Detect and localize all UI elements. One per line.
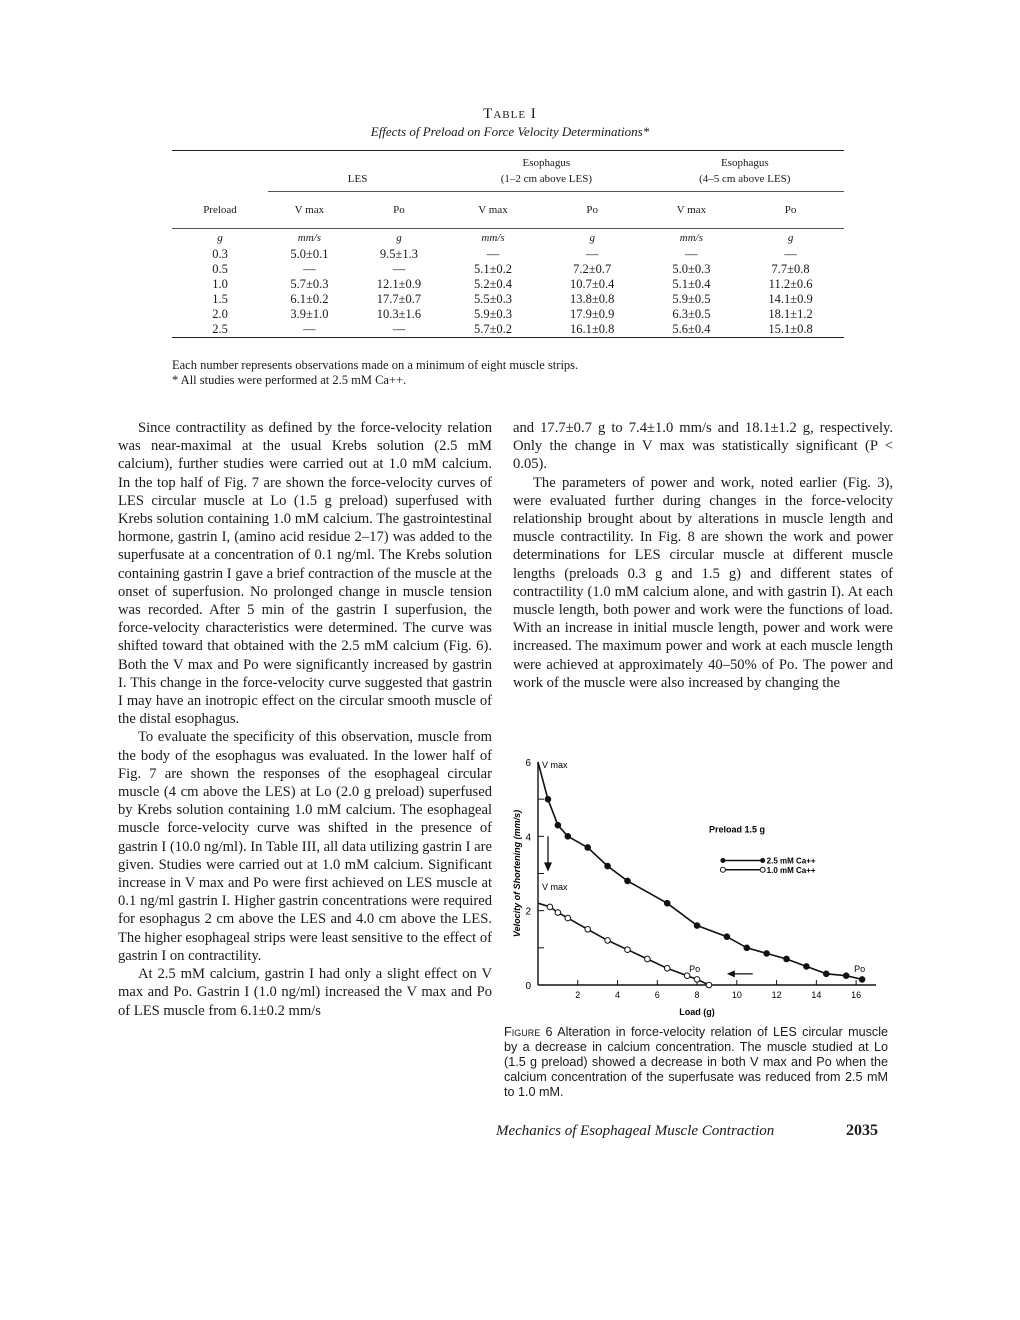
table-cell: 7.7±0.8 [771,262,810,276]
vmax-label-1: V max [542,760,568,770]
table-cell: 5.0±0.3 [672,262,711,276]
table-cell: — [351,322,447,338]
table-cell: 10.3±1.6 [376,307,422,321]
table-cell: 2.0 [212,307,228,321]
data-point [625,947,631,953]
table-cell: 5.1±0.4 [672,277,711,291]
group-header-esophagus-2: Esophagus [646,151,844,172]
y-tick-label: 2 [525,906,531,918]
y-axis-label: Velocity of Shortening (mm/s) [512,809,522,938]
paragraph: Since contractility as defined by the force-velocity relation was near-maximal at the usual Krebs solution (2.5 mM calcium), further studies were carried out at 1.0 mM calcium. In the top half of Fig. 7 are shown the force-velocity curves of LES circular muscle at Lo (1.5 g preload) superfused with Krebs solution containing 1.0 mM calcium. The gastrointestinal hormone, gastrin I, (amino acid residue 2–17) was added to the superfusate at a concentration of 0.1 ng/ml. The Krebs solution containing gastrin I gave a brief contraction of the muscle at the onset of superfusion. No prolonged change in muscle tension was recorded. After 5 min of the gastrin I superfusion, the force-velocity characteristics were determined. The curve was shifted toward that obtained with the 2.5 mM calcium (Fig. 6). Both the V max and Po were significantly increased by gastrin I. This change in the force-velocity curve suggested that gastrin I may have an inotropic effect on the circular smooth muscle of the distal esophagus. [118,420,492,728]
table-cell: 15.1±0.8 [737,322,844,338]
vmax-label-2: V max [542,882,568,893]
column-header: Preload [172,192,268,229]
data-point [555,822,561,828]
data-point [724,934,730,940]
group-header-esophagus-1: Esophagus [447,151,645,172]
group-subheader-1: (1–2 cm above LES) [447,171,645,192]
table-cell: — [784,247,797,261]
x-tick-label: 2 [575,990,581,1000]
data-point [744,945,750,951]
table-cell: 17.9±0.9 [570,307,615,321]
table-cell: 6.1±0.2 [290,292,329,306]
data-point [859,977,865,983]
right-column [513,419,893,692]
legend-marker-1 [720,858,725,863]
y-tick-label: 6 [525,758,531,769]
x-axis-label: Load (g) [679,1007,715,1017]
data-point [694,923,700,929]
left-column [118,419,492,1020]
column-header: Po [351,192,447,229]
page-number: 2035 [846,1122,878,1139]
table-cell: 14.1±0.9 [768,292,813,306]
table-cell: 10.7±0.4 [570,277,615,291]
data-point [764,951,770,957]
data-point [784,956,790,962]
data-point [585,845,591,851]
data-point [843,973,849,979]
data-point [706,982,712,988]
group-header-les: LES [268,171,447,192]
data-point [694,977,700,983]
table-cell: 5.6±0.4 [646,322,738,338]
column-header: V max [268,192,351,229]
table-row [172,247,844,262]
data-point [585,926,591,932]
table-cell: 5.5±0.3 [473,292,513,306]
y-tick-label: 4 [525,832,531,844]
column-header: V max [447,192,539,229]
paragraph: The parameters of power and work, noted earlier (Fig. 3), were evaluated further during changes in the force-velocity relationship brought about by alterations in muscle length and muscle contractility. In Fig. 8 are shown the work and power determinations for LES circular muscle at different muscle lengths (preloads 0.3 g and 1.5 g) and different states of contractility (1.0 mM calcium alone, and with gastrin I). At each muscle length, both power and work were the functions of load. With an increase in initial muscle length, power and work were increased. The maximum power and work at each muscle length were achieved at approximately 40–50% of Po. The power and work of the muscle were also increased by changing the [513,474,893,691]
data-point [545,796,551,802]
table-cell: 17.7±0.7 [376,292,422,306]
table-cell: — [392,262,406,276]
y-tick-label: 0 [525,981,531,992]
table-cell: — [486,247,500,261]
table-cell: 5.7±0.2 [447,322,539,338]
data-point [555,910,561,916]
x-tick-label: 8 [694,990,700,1000]
legend-marker-2 [720,867,725,872]
paragraph: and 17.7±0.7 g to 7.4±1.0 mm/s and 18.1±1.2 g, respectively. Only the change in V max was statistically significant (P < 0.05). [513,420,893,473]
po-label-2: Po [854,963,866,974]
table-cell: 7.2±0.7 [573,262,612,276]
table-row [172,322,844,338]
table-cell: — [268,322,351,338]
table-cell: 0.3 [212,247,228,261]
table-cell: 16.1±0.8 [539,322,646,338]
figure-caption [504,1025,888,1100]
x-tick-label: 12 [771,990,782,1000]
table-caption: Effects of Preload on Force Velocity Determinations* [370,124,650,139]
table-cell: 1.0 [212,277,228,291]
group-subheader-2: (4–5 cm above LES) [646,171,844,192]
paragraph: At 2.5 mM calcium, gastrin I had only a slight effect on V max and Po. Gastrin I (1.0 ng/ml) increased the V max and Po of LES muscle from 6.1±0.2 mm/s [118,966,492,1019]
column-header: Po [539,192,646,229]
x-tick-label: 16 [851,990,862,1000]
table-cell: 11.2±0.6 [768,277,813,291]
table-cell: 18.1±1.2 [768,307,813,321]
column-header: V max [646,192,738,229]
table-cell: 5.1±0.2 [473,262,513,276]
table-cell: — [585,247,599,261]
table-row [172,262,844,277]
preload-label: Preload 1.5 g [708,824,766,835]
x-tick-label: 14 [811,990,822,1000]
table-cell: 5.9±0.3 [473,307,513,321]
legend-marker-2 [760,867,765,872]
unit-label: mm/s [297,232,322,244]
legend-label-2: 1.0 mM Ca++ [766,865,816,875]
data-point [625,878,631,884]
table-cell: 12.1±0.9 [376,277,422,291]
data-point [804,964,810,970]
down-arrow-head-icon [544,862,552,871]
data-point [565,834,571,840]
legend-marker-1 [760,858,765,863]
table-cell: 13.8±0.8 [570,292,615,306]
table-row [172,277,844,292]
unit-label: g [589,232,595,244]
data-point [565,915,571,921]
table-cell: 5.2±0.4 [473,277,513,291]
x-tick-label: 6 [654,990,660,1000]
unit-label: g [217,232,223,244]
table-cell: — [685,247,698,261]
x-tick-label: 4 [615,990,621,1000]
data-point [605,863,611,869]
left-arrow-head-icon [727,970,735,977]
table-cell: 5.7±0.3 [290,277,329,291]
data-point [664,965,670,971]
data-point [547,904,553,910]
table-note: Each number represents observations made on a minimum of eight muscle strips. [172,358,579,372]
data-point [605,938,611,944]
running-title: Mechanics of Esophageal Muscle Contraction [496,1123,775,1139]
table-cell: 2.5 [172,322,268,338]
table-row [172,307,844,322]
table-cell: 1.5 [212,292,228,306]
data-table [172,150,844,338]
table-cell: 3.9±1.0 [290,307,329,321]
unit-label: mm/s [679,232,703,244]
table-cell: — [303,262,316,276]
figure-label: Figure 6 [504,1025,553,1039]
table-cell: 5.9±0.5 [672,292,711,306]
data-point [664,900,670,906]
figure-caption-text: Alteration in force-velocity relation of LES circular muscle by a decrease in calcium concentration. The muscle studied at Lo (1.5 g preload) showed a decrease in both V max and Po when the calcium concentration of the superfusate was reduced from 2.5 mM to 1.0 mM. [504,1025,888,1099]
paragraph: To evaluate the specificity of this observation, muscle from the body of the esophagus was evaluated. In the lower half of Fig. 7 are shown the responses of the esophageal circular muscle (4 cm above the LES) at Lo (2.0 g preload) superfused by Krebs solution containing 1.0 mM calcium. The esophageal muscle force-velocity curve was shifted in the presence of gastrin I (10.0 ng/ml). In Table III, all data utilizing gastrin I are given. Studies were carried out at 1.0 mM calcium. Significant increase in V max and Po were first achieved on LES muscle at 0.1 ng/ml gastrin I. Higher gastrin concentrations were required for esophagus 2 cm above the LES and 4.0 cm above the LES. The higher esophageal strips were least sensitive to the effect of gastrin I on contractility. [118,729,492,964]
unit-label: g [396,232,402,244]
legend-label-1: 2.5 mM Ca++ [766,856,816,866]
x-tick-label: 10 [731,990,742,1000]
unit-label: mm/s [481,232,505,244]
table-cell: 0.5 [212,262,228,276]
column-header: Po [737,192,844,229]
table-cell: 9.5±1.3 [379,247,419,261]
table-row [172,292,844,307]
table-cell: 6.3±0.5 [672,307,711,321]
force-velocity-chart [504,750,894,1020]
po-label-1: Po [689,963,701,974]
unit-label: g [787,232,794,244]
data-point [645,956,651,962]
table-footnote: * All studies were performed at 2.5 mM Ca++. [172,373,407,387]
data-point [823,971,829,977]
table-label: Table I [483,106,537,122]
table-cell: 5.0±0.1 [290,247,329,261]
